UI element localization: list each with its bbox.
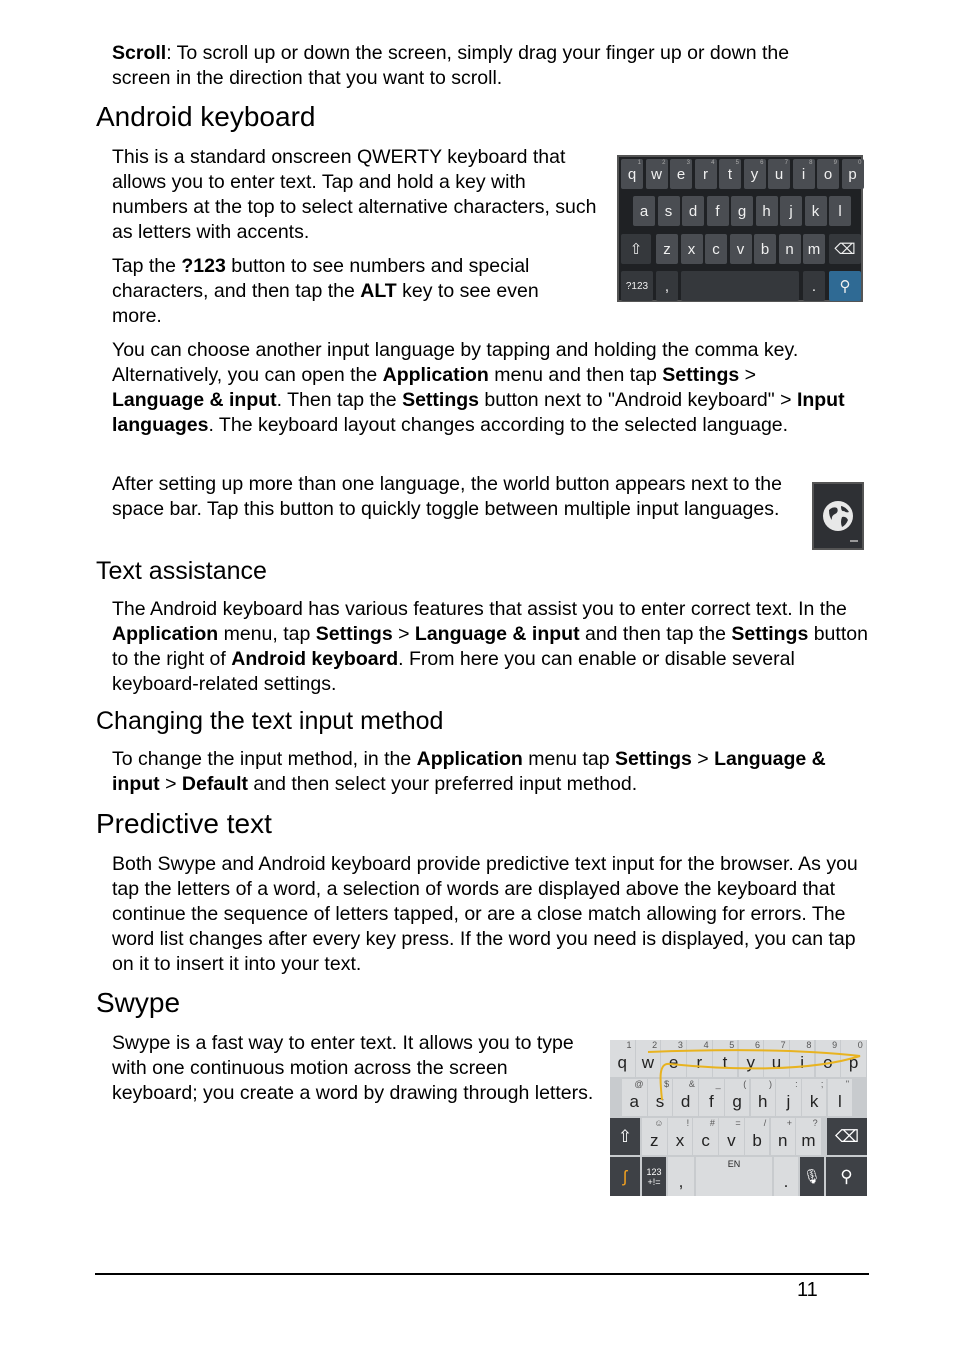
android-key: s xyxy=(658,196,680,226)
term-application: Application xyxy=(416,748,523,770)
key-hint: 4 xyxy=(711,160,715,166)
android-key: t 5 xyxy=(719,159,741,189)
android-key: w 2 xyxy=(646,159,668,189)
key-label: h xyxy=(758,1092,768,1111)
swype-key xyxy=(642,1118,667,1155)
p2-text: Tap the xyxy=(112,255,182,277)
android-key: b xyxy=(754,234,776,264)
key-hint: " xyxy=(845,1079,850,1089)
key-label: v xyxy=(727,1131,736,1150)
android-keyboard-paragraph-3 xyxy=(112,338,852,438)
key-label: +!= xyxy=(647,1176,661,1187)
key-label: w xyxy=(641,1053,655,1072)
shift-icon xyxy=(610,1118,640,1155)
android-key: j xyxy=(780,196,802,226)
key-label: n xyxy=(778,1131,788,1150)
predictive-text-paragraph: Both Swype and Android keyboard provide predictive text input for the browser. As you tap the letters of a word, a selection of words are displayed above the keyboard that continue the sequence of letters tapped, or are a close match allowing for errors. The word list changes after every key press. If the word you need is displayed, you can tap on it to insert it into your text. xyxy=(112,853,858,975)
page-number: 11 xyxy=(797,1279,818,1301)
android-key: o 9 xyxy=(817,159,839,189)
key-hint: 1 xyxy=(626,1040,632,1050)
swype-key xyxy=(719,1118,744,1155)
android-key: f xyxy=(707,196,729,226)
swype-key xyxy=(751,1079,776,1116)
android-key: h xyxy=(756,196,778,226)
shift-icon: ⇧ xyxy=(621,234,651,264)
key-hint: ! xyxy=(686,1118,690,1128)
world-button-image xyxy=(812,482,864,550)
android-key: p 0 xyxy=(842,159,864,189)
key-label: x xyxy=(675,1131,685,1150)
scroll-description: : To scroll up or down the screen, simply drag your finger up or down the screen in the direction that you want to scroll. xyxy=(112,42,790,89)
footer-rule xyxy=(95,1273,869,1275)
android-key: g xyxy=(731,196,753,226)
ta-text: button to the right of xyxy=(112,623,868,670)
swype-key xyxy=(610,1040,635,1077)
key-hint: 8 xyxy=(809,160,813,166)
search-icon xyxy=(826,1157,867,1196)
search-icon: ⚲ xyxy=(829,271,861,301)
key-label: EN xyxy=(727,1159,741,1169)
swype-key xyxy=(693,1118,718,1155)
key-hint: 4 xyxy=(703,1040,709,1050)
key-label: ⇧ xyxy=(617,1126,633,1146)
android-keyboard-paragraph-4: After setting up more than one language, the world button appears next to the space bar. Tap this button to quickly toggle between multiple input languages. xyxy=(112,473,782,520)
key-hint: ? xyxy=(812,1118,818,1128)
key-hint: & xyxy=(688,1079,695,1089)
android-key: ?123 xyxy=(621,271,653,301)
swype-key xyxy=(816,1040,841,1077)
p2-text: button to see numbers and special characters, and then tap the xyxy=(112,255,530,302)
swype-key xyxy=(661,1040,686,1077)
key-label: 🎙 xyxy=(803,1168,821,1184)
key-hint: ☺ xyxy=(654,1118,664,1128)
key-label: u xyxy=(771,1053,782,1072)
key-hint: 2 xyxy=(662,160,666,166)
android-keyboard-paragraph-1: This is a standard onscreen QWERTY keyboard that allows you to enter text. Tap and hold a key with numbers at the top to select alternative characters, such as letters with accents. xyxy=(112,146,597,243)
term-settings: Settings xyxy=(614,748,692,770)
sym-key-term: ?123 xyxy=(181,255,226,277)
text-assistance-paragraph xyxy=(112,597,872,697)
key-label: z xyxy=(650,1131,659,1150)
key-hint: @ xyxy=(634,1079,644,1089)
term-settings: Settings xyxy=(731,623,809,645)
term-language-input: Language & input xyxy=(414,623,580,645)
swype-paragraph: Swype is a fast way to enter text. It allows you to type with one continuous motion across the screen keyboard; you create a word by drawing through letters. xyxy=(112,1032,594,1104)
key-hint: 0 xyxy=(858,160,862,166)
key-hint: 7 xyxy=(784,160,788,166)
key-label: ⚲ xyxy=(840,1166,853,1186)
swype-key xyxy=(776,1079,801,1116)
key-hint: 3 xyxy=(686,160,690,166)
space-bar xyxy=(696,1157,772,1196)
key-hint: / xyxy=(763,1118,767,1128)
microphone-icon xyxy=(800,1157,824,1196)
android-key: a xyxy=(633,196,655,226)
key-label: o xyxy=(823,1053,833,1072)
swype-key xyxy=(828,1079,853,1116)
key-hint: 6 xyxy=(754,1040,760,1050)
key-label: t xyxy=(722,1053,728,1072)
heading-text-assistance: Text assistance xyxy=(96,557,267,585)
android-key: . xyxy=(803,271,825,301)
scroll-paragraph xyxy=(112,41,842,91)
swype-key xyxy=(648,1079,673,1116)
key-label: b xyxy=(752,1131,762,1150)
term-language-input: Language & input xyxy=(112,389,277,411)
swype-key xyxy=(796,1118,821,1155)
swype-key xyxy=(668,1118,693,1155)
key-label: f xyxy=(708,1092,714,1111)
p2-text: key to see even more. xyxy=(112,280,539,327)
key-hint: + xyxy=(786,1118,792,1128)
key-label: ⌫ xyxy=(834,1126,860,1146)
key-label: y xyxy=(746,1053,755,1072)
scroll-term: Scroll xyxy=(112,42,167,64)
android-key: q 1 xyxy=(621,159,643,189)
key-hint: = xyxy=(735,1118,741,1128)
key-hint: 1 xyxy=(637,160,641,166)
swype-key xyxy=(668,1157,694,1196)
key-hint: 3 xyxy=(677,1040,683,1050)
key-hint: _ xyxy=(715,1079,721,1089)
key-hint: $ xyxy=(664,1079,670,1089)
key-hint: # xyxy=(709,1118,715,1128)
android-key: u 7 xyxy=(768,159,790,189)
android-key: i 8 xyxy=(793,159,815,189)
heading-changing-input-method: Changing the text input method xyxy=(96,707,444,735)
swype-logo-icon xyxy=(610,1157,640,1196)
key-label: , xyxy=(678,1172,684,1191)
swype-key xyxy=(725,1079,750,1116)
key-hint: ( xyxy=(743,1079,747,1089)
android-key: l xyxy=(829,196,851,226)
android-key: x xyxy=(681,234,703,264)
key-label: j xyxy=(786,1092,791,1111)
swype-key xyxy=(771,1118,796,1155)
swype-key xyxy=(802,1079,827,1116)
p3-text: button next to "Android keyboard" > xyxy=(479,389,797,411)
android-keyboard-paragraph-2 xyxy=(112,254,582,329)
ci-text: > xyxy=(691,748,715,770)
ta-text: > xyxy=(392,623,415,645)
swype-key xyxy=(745,1118,770,1155)
ci-text: > xyxy=(159,773,182,795)
android-key: y 6 xyxy=(744,159,766,189)
swype-key xyxy=(774,1157,798,1196)
swype-keyboard-image xyxy=(610,1040,867,1196)
term-settings: Settings xyxy=(662,364,740,386)
swype-key xyxy=(790,1040,815,1077)
term-settings: Settings xyxy=(315,623,393,645)
key-label: r xyxy=(696,1053,703,1072)
key-hint: 0 xyxy=(857,1040,863,1050)
key-label: i xyxy=(800,1053,805,1072)
swype-key xyxy=(687,1040,712,1077)
p3-text: menu and then tap xyxy=(488,364,663,386)
backspace-icon: ⌫ xyxy=(829,234,861,264)
term-default: Default xyxy=(181,773,248,795)
android-key: m xyxy=(803,234,825,264)
key-label: a xyxy=(629,1092,639,1111)
number-key xyxy=(642,1157,666,1196)
android-key: d xyxy=(682,196,704,226)
key-hint: 5 xyxy=(735,160,739,166)
ci-text: To change the input method, in the xyxy=(112,748,417,770)
term-input-languages: Input languages xyxy=(112,389,845,436)
key-hint: 6 xyxy=(760,160,764,166)
term-application: Application xyxy=(112,623,219,645)
swype-key xyxy=(673,1079,698,1116)
swype-key xyxy=(636,1040,661,1077)
ci-text: menu tap xyxy=(522,748,615,770)
key-label: s xyxy=(655,1092,665,1111)
heading-android-keyboard: Android keyboard xyxy=(96,101,316,132)
key-label: g xyxy=(732,1092,742,1111)
globe-icon xyxy=(814,484,862,548)
swype-key xyxy=(764,1040,789,1077)
swype-key xyxy=(713,1040,738,1077)
key-label: q xyxy=(617,1053,627,1072)
android-key: r 4 xyxy=(695,159,717,189)
ta-text: . From here you can enable or disable several keyboard-related settings. xyxy=(112,648,795,695)
key-label: . xyxy=(783,1172,789,1191)
term-settings: Settings xyxy=(402,389,479,411)
term-android-keyboard: Android keyboard xyxy=(231,648,399,670)
android-key: e 3 xyxy=(670,159,692,189)
key-label: p xyxy=(848,1053,859,1072)
key-label: c xyxy=(701,1131,710,1150)
key-hint: ; xyxy=(820,1079,824,1089)
key-hint: 5 xyxy=(729,1040,735,1050)
key-label: k xyxy=(809,1092,819,1111)
android-keyboard-image xyxy=(617,155,863,302)
term-language-input: Language & input xyxy=(112,748,826,795)
key-hint: ) xyxy=(769,1079,772,1089)
p3-text: > xyxy=(739,364,757,386)
key-hint: 9 xyxy=(833,160,837,166)
key-label: d xyxy=(680,1092,691,1111)
key-hint: 2 xyxy=(652,1040,658,1050)
key-hint: 7 xyxy=(780,1040,786,1050)
term-application: Application xyxy=(382,364,489,386)
android-key: , xyxy=(656,271,678,301)
space-bar xyxy=(681,271,799,301)
android-key: c xyxy=(705,234,727,264)
alt-key-term: ALT xyxy=(360,280,397,302)
heading-swype: Swype xyxy=(96,987,181,1018)
key-label: l xyxy=(837,1092,842,1111)
p3-text: . Then tap the xyxy=(276,389,403,411)
heading-predictive-text: Predictive text xyxy=(96,808,272,839)
android-key: z xyxy=(656,234,678,264)
ci-text: and then select your preferred input method. xyxy=(247,773,638,795)
android-key: k xyxy=(805,196,827,226)
ta-text: and then tap the xyxy=(579,623,732,645)
backspace-icon xyxy=(827,1118,867,1155)
android-key: n xyxy=(779,234,801,264)
ta-text: The Android keyboard has various features that assist you to enter correct text. In the xyxy=(112,598,847,620)
p3-text: You can choose another input language by tapping and holding the comma key. Alternatively, you can open the xyxy=(112,339,799,386)
android-key: v xyxy=(730,234,752,264)
ta-text: menu, tap xyxy=(218,623,316,645)
key-hint: 8 xyxy=(806,1040,812,1050)
key-label: e xyxy=(668,1053,679,1072)
swype-key xyxy=(699,1079,724,1116)
key-hint: : xyxy=(795,1079,798,1089)
swype-key xyxy=(841,1040,866,1077)
swype-key xyxy=(739,1040,764,1077)
changing-input-paragraph xyxy=(112,747,872,797)
swype-key xyxy=(622,1079,647,1116)
key-label: ʃ xyxy=(623,1166,627,1186)
p3-text: . The keyboard layout changes according to the selected language. xyxy=(208,414,789,436)
key-label: m xyxy=(801,1131,816,1150)
key-label: 123 xyxy=(646,1166,662,1177)
key-hint: 9 xyxy=(832,1040,838,1050)
